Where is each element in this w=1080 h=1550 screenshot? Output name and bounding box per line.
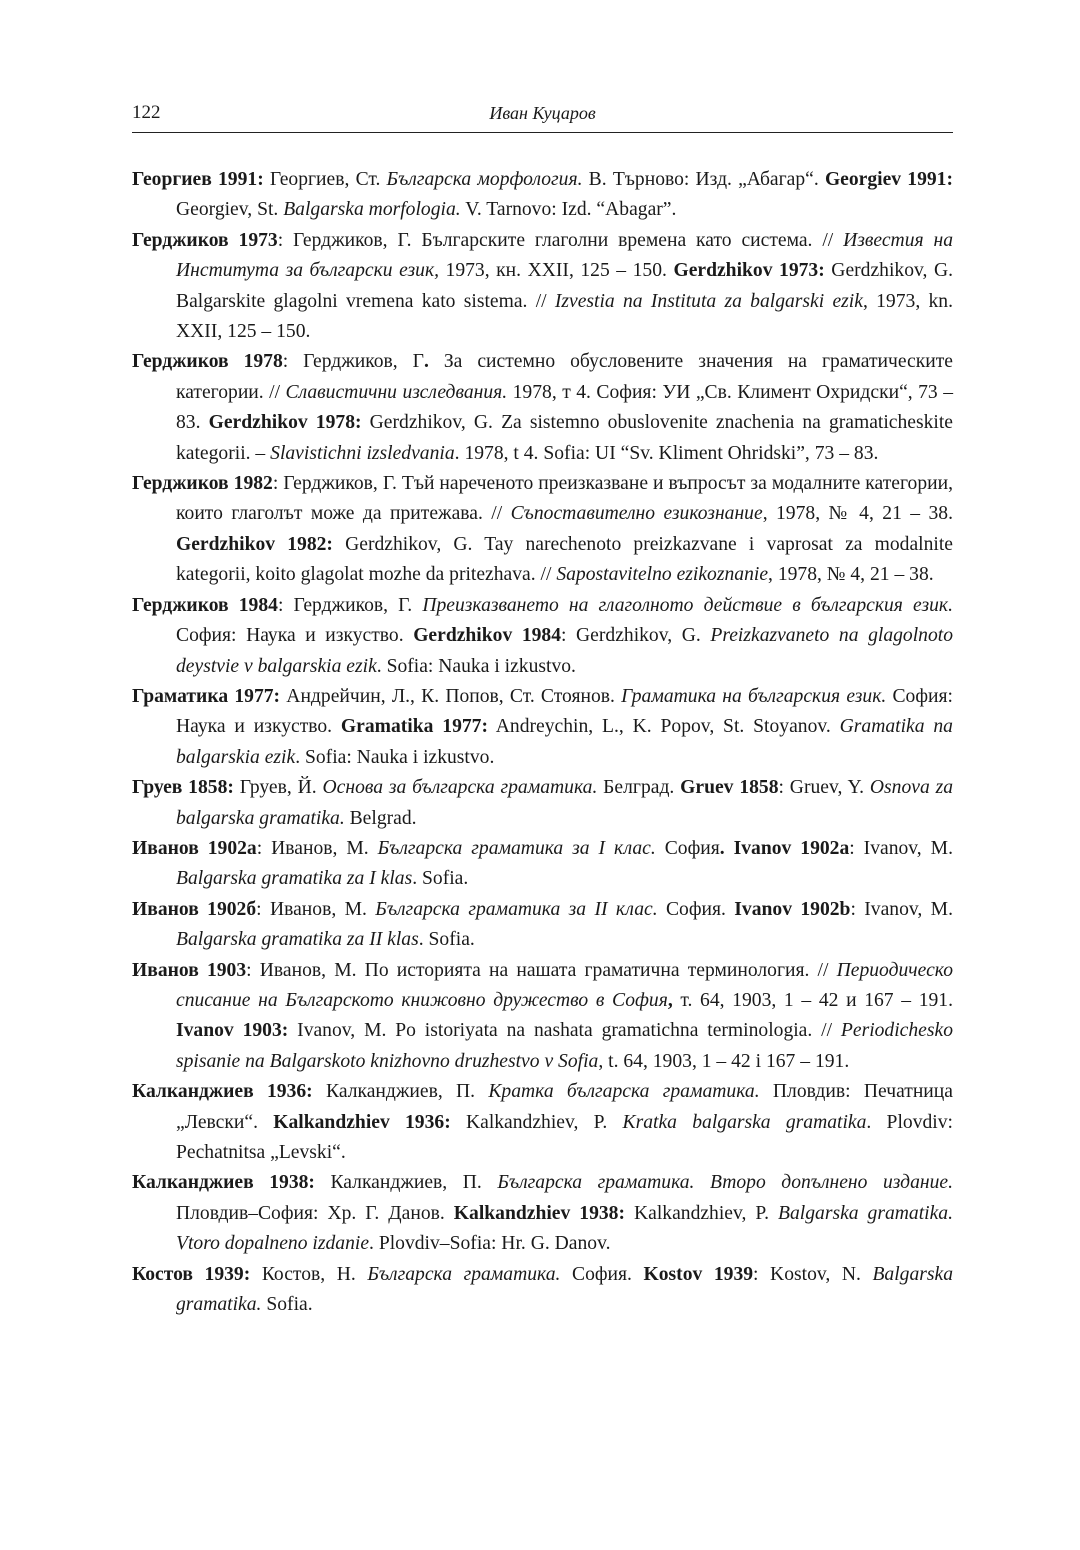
reference-entry <box>132 1077 953 1168</box>
reference-key: Gerdzhikov 1978: <box>208 412 362 434</box>
reference-title: Българска граматика за II клас. <box>375 898 658 920</box>
reference-entry <box>132 165 953 226</box>
reference-text: Георгиев, Ст. <box>263 169 387 190</box>
reference-title: Sapostavitelno ezikoznanie <box>556 564 769 586</box>
reference-title: Преизказването на глаголното действие в българския език. <box>422 594 953 616</box>
reference-text: Belgrad. <box>344 807 417 829</box>
reference-text: Gerdzhikov, G. Balgarskite glagolni vremena kato sistema. // <box>176 260 953 312</box>
reference-key: , <box>667 989 673 1011</box>
reference-title: Balgarska gramatika za II klas <box>176 929 419 951</box>
reference-entry <box>132 834 953 895</box>
reference-text: : Kostov, N. <box>753 1263 873 1285</box>
reference-text: За системно обусловените значения на граматическите категории. // <box>176 351 953 403</box>
reference-key: Gerdzhikov 1984 <box>413 625 562 647</box>
reference-title: Съпоставително езикознание <box>510 503 763 525</box>
reference-title: Българска морфология. <box>386 169 583 190</box>
reference-entry <box>132 1168 953 1259</box>
reference-key: Ivanov 1902b <box>734 898 851 920</box>
reference-key: . <box>424 351 429 373</box>
reference-title: Balgarska gramatika. <box>176 1263 953 1316</box>
reference-text: . Sofia: Nauka i izkustvo. <box>295 746 495 768</box>
reference-key: Ivanov 1903: <box>176 1020 289 1042</box>
reference-key: Gerdzhikov 1973: <box>673 260 825 282</box>
reference-key: Иванов 1903 <box>132 959 247 981</box>
reference-text: . Sofia. <box>418 929 475 951</box>
reference-text: т. 64, 1903, 1 – 42 и 167 – 191. <box>672 989 953 1011</box>
reference-key: Герджиков 1982 <box>132 473 273 495</box>
reference-key: . Ivanov 1902a <box>719 837 850 859</box>
reference-entry <box>132 226 953 348</box>
reference-key: Kalkandzhiev 1938: <box>453 1202 625 1224</box>
reference-text: Kalkandzhiev, P. <box>450 1111 623 1133</box>
reference-text: Ivanov, M. Po istoriyata na nashata gramatichna terminologia. // <box>288 1020 841 1042</box>
reference-text: : Иванов, М. <box>256 898 376 920</box>
reference-title: Основа за българска граматика. <box>322 777 598 799</box>
reference-key: Иванов 1902а <box>132 837 257 859</box>
reference-text: Georgiev, St. <box>176 199 284 221</box>
reference-key: Kalkandzhiev 1936: <box>273 1111 451 1133</box>
reference-title: Preizkazvaneto na glagolnoto deystvie v balgarskia ezik <box>176 625 953 677</box>
reference-text: : Герджиков, Г. Българските глаголни времена като система. // <box>277 229 844 251</box>
reference-key: Герджиков 1973 <box>132 229 278 251</box>
reference-title: Българска граматика. <box>367 1263 561 1285</box>
reference-entry <box>132 956 953 1078</box>
reference-key: Калканджиев 1936: <box>132 1081 313 1103</box>
reference-key: Граматика 1977: <box>132 685 281 707</box>
running-title: Иван Куцаров <box>489 103 596 123</box>
running-head <box>132 100 953 133</box>
reference-title: Kratka balgarska gramatika <box>622 1111 867 1133</box>
reference-text: София. <box>560 1263 644 1285</box>
reference-entry <box>132 347 953 469</box>
reference-title: Българска граматика за I клас. <box>377 837 656 859</box>
reference-text: В. Търново: Изд. „Абагар“. <box>582 169 825 190</box>
reference-title: Кратка българска граматика. <box>488 1081 760 1103</box>
reference-text: Пловдив–София: Хр. Г. Данов. <box>176 1202 454 1224</box>
reference-text: Калканджиев, П. <box>314 1172 498 1194</box>
reference-text: Белград. <box>597 777 681 799</box>
reference-key: Kostov 1939 <box>643 1263 754 1285</box>
reference-text: : Иванов, М. По историята на нашата граматична терминология. // <box>246 959 837 981</box>
reference-key: Gramatika 1977: <box>340 716 488 738</box>
reference-text: Калканджиев, П. <box>312 1081 489 1103</box>
reference-text: . Sofia: Nauka i izkustvo. <box>376 655 576 677</box>
reference-text: , 1978, № 4, 21 – 38. <box>768 564 934 586</box>
reference-title: Българска граматика. Второ допълнено издание. <box>497 1172 953 1194</box>
reference-text: : Ivanov, M. <box>850 898 953 920</box>
reference-text: Gerdzhikov, G. Tay narechenoto preizkazvane i vaprosat za modalnite kategorii, koito glagolat mozhe da pritezhava. // <box>176 533 953 586</box>
reference-text: . Sofia. <box>412 868 469 890</box>
reference-text: , 1973, kn. XXII, 125 – 150. <box>176 290 953 343</box>
reference-title: Periodichesko spisanie na Balgarskoto knizhovno druzhestvo v Sofia <box>176 1020 953 1072</box>
reference-text: : Gerdzhikov, G. <box>561 625 711 647</box>
reference-text: Андрейчин, Л., К. Попов, Ст. Стоянов. <box>280 685 622 707</box>
reference-text: V. Tarnovo: Izd. “Abagar”. <box>460 199 677 221</box>
reference-entry <box>132 591 953 682</box>
page-number: 122 <box>132 102 161 123</box>
reference-text: София <box>655 837 720 859</box>
reference-title: Balgarska gramatika. Vtoro dopalneno izdanie <box>176 1202 953 1255</box>
reference-title: Gramatika na balgarskia ezik <box>176 716 953 768</box>
reference-key: Gerdzhikov 1982: <box>176 533 333 555</box>
reference-key: Иванов 1902б <box>132 898 257 920</box>
reference-title: Slavistichni izsledvania <box>270 442 455 464</box>
reference-entry <box>132 773 953 834</box>
reference-text: : Gruev, Y. <box>778 777 870 799</box>
reference-text: Груев, Й. <box>233 777 323 799</box>
reference-title: Известия на Института за български език, <box>176 229 954 282</box>
reference-title: Izvestia na Instituta za balgarski ezik <box>554 290 863 312</box>
reference-text: , t. 64, 1903, 1 – 42 i 167 – 191. <box>598 1050 850 1072</box>
reference-text: : Иванов, М. <box>256 837 378 859</box>
reference-text: : Герджиков, Г. <box>277 594 423 616</box>
reference-text: : Герджиков, Г <box>282 351 424 373</box>
reference-text: . 1978, t 4. Sofia: UI “Sv. Kliment Ohridski”, 73 – 83. <box>454 442 879 464</box>
reference-text: Sofia. <box>261 1294 313 1316</box>
reference-text: : Ivanov, M. <box>849 837 953 859</box>
reference-text: 1973, кн. XXII, 125 – 150. <box>439 260 674 282</box>
reference-key: Костов 1939: <box>132 1263 251 1285</box>
reference-text: Костов, Н. <box>250 1263 368 1285</box>
reference-entry <box>132 1260 953 1321</box>
reference-text: 1978, т 4. София: УИ „Св. Климент Охридски“, 73 – 83. <box>176 381 953 434</box>
reference-text: Kalkandzhiev, P. <box>625 1202 779 1224</box>
reference-entry <box>132 895 953 956</box>
reference-entry <box>132 469 953 591</box>
reference-list <box>132 165 953 1320</box>
reference-key: Георгиев 1991: <box>132 169 264 190</box>
reference-text: Пловдив: Печатница „Левски“. <box>176 1081 953 1133</box>
reference-title: Balgarska morfologia. <box>283 199 461 221</box>
reference-key: Gruev 1858 <box>680 777 779 799</box>
reference-key: Груев 1858: <box>132 777 234 799</box>
reference-text: Gerdzhikov, G. Za sistemno obuslovenite znachenia na gramaticheskite kategorii. – <box>176 412 954 464</box>
reference-text: , 1978, № 4, 21 – 38. <box>762 503 953 525</box>
reference-key: Герджиков 1984 <box>132 594 278 616</box>
reference-text: . Plovdiv–Sofia: Hr. G. Danov. <box>369 1233 611 1255</box>
reference-key: Герджиков 1978 <box>132 351 283 373</box>
reference-text: . Plovdiv: Pechatnitsa „Levski“. <box>176 1111 953 1163</box>
reference-key: Georgiev 1991: <box>824 169 953 190</box>
reference-text: София: Наука и изкуство. <box>176 685 953 738</box>
reference-title: Balgarska gramatika za I klas <box>176 868 413 890</box>
reference-entry <box>132 682 953 773</box>
reference-title: Osnova za balgarska gramatika. <box>176 777 953 829</box>
reference-text: : Герджиков, Г. Тъй нареченото преизказване и въпросът за модалните категории, които глаголът може да притежава. // <box>176 473 953 525</box>
reference-text: София: Наука и изкуство. <box>176 625 414 647</box>
reference-key: Калканджиев 1938: <box>132 1172 315 1194</box>
reference-title: Граматика на българския език. <box>621 685 887 707</box>
reference-text: Andreychin, L., K. Popov, St. Stoyanov. <box>488 716 840 738</box>
reference-title: Славистични изследвания. <box>285 381 508 403</box>
reference-title: Периодическо списание на Българското книжовно дружество в София <box>176 959 953 1011</box>
reference-text: София. <box>657 898 735 920</box>
